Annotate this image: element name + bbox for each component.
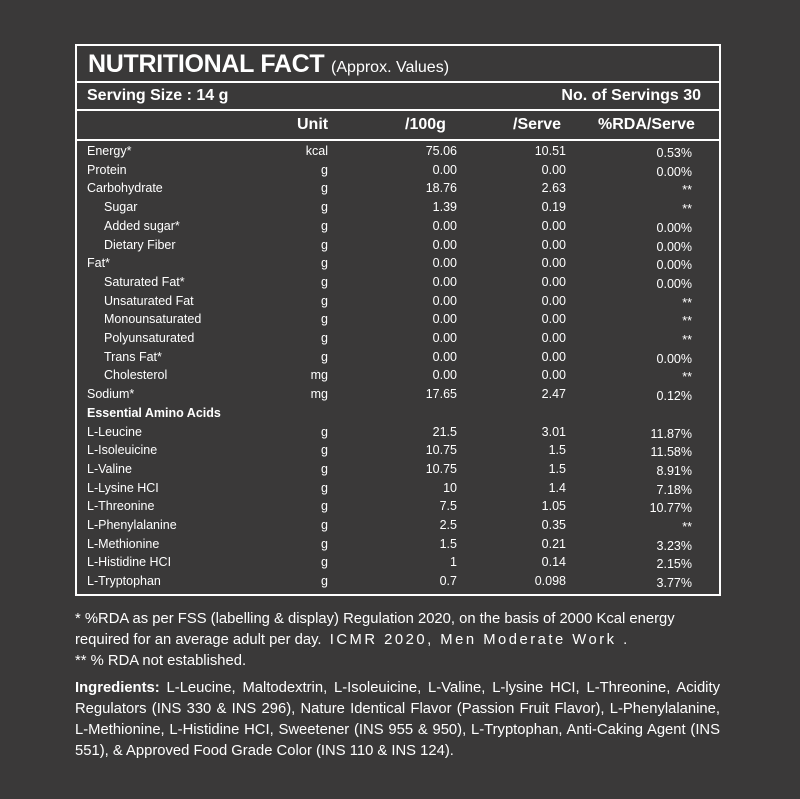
footnote-line3: ** % RDA not established. — [75, 653, 247, 669]
footnote-line1: * %RDA as per FSS (labelling & display) Regulation 2020, on the basis of 2000 Kcal energy — [75, 611, 675, 627]
row-rda: ** — [682, 183, 692, 198]
row-name: Protein — [87, 162, 127, 177]
row-perserve: 0.21 — [541, 536, 566, 551]
row-rda: 3.23% — [656, 538, 692, 553]
table-row — [77, 236, 719, 255]
row-name: Saturated Fat* — [104, 274, 185, 289]
row-rda: ** — [682, 333, 692, 347]
table-row — [77, 161, 719, 180]
row-perserve: 0.19 — [541, 200, 566, 215]
row-rda: 0.00% — [656, 258, 692, 273]
ingredients — [75, 678, 720, 762]
row-name: Dietary Fiber — [104, 237, 176, 252]
table-section-heading — [77, 404, 719, 423]
row-name: L-Methionine — [87, 536, 160, 551]
row-perserve: 1.05 — [541, 499, 566, 514]
row-rda: ** — [682, 314, 692, 329]
row-per100g: 1.39 — [432, 200, 457, 215]
row-unit: g — [321, 536, 328, 551]
row-per100g: 7.5 — [439, 499, 457, 514]
row-name: L-Valine — [87, 461, 132, 476]
row-perserve: 1.5 — [548, 461, 566, 476]
row-perserve: 2.63 — [541, 181, 566, 196]
row-name: L-Threonine — [87, 499, 155, 514]
row-per100g: 10 — [443, 480, 457, 495]
row-per100g: 18.76 — [425, 181, 457, 196]
servings-count: No. of Servings 30 — [561, 87, 701, 104]
row-unit: kcal — [305, 144, 328, 158]
row-perserve: 0.00 — [541, 368, 566, 383]
row-name: Monounsaturated — [104, 312, 202, 327]
row-name: Unsaturated Fat — [104, 293, 194, 308]
row-unit: g — [321, 331, 328, 345]
footnote-line2 — [75, 630, 725, 651]
table-row — [77, 516, 719, 535]
table-row — [77, 423, 719, 442]
header-rda: %RDA/Serve — [598, 116, 695, 133]
row-unit: mg — [310, 387, 328, 402]
row-perserve: 0.00 — [541, 256, 566, 271]
row-unit: g — [321, 349, 328, 364]
row-name: Carbohydrate — [87, 181, 163, 196]
row-perserve: 0.098 — [534, 574, 566, 589]
footnote — [75, 609, 725, 672]
row-unit: g — [321, 499, 328, 514]
row-rda: 2.15% — [656, 557, 692, 572]
row-name: Essential Amino Acids — [87, 405, 221, 420]
row-perserve: 0.14 — [541, 555, 566, 570]
table-row — [77, 479, 719, 498]
row-name: Trans Fat* — [104, 349, 162, 364]
table-row — [77, 535, 719, 554]
row-name: Added sugar* — [104, 218, 180, 233]
row-per100g: 21.5 — [432, 424, 457, 439]
row-perserve: 1.4 — [548, 480, 566, 495]
row-per100g: 2.5 — [439, 518, 457, 532]
row-unit: g — [321, 480, 328, 495]
row-per100g: 1 — [450, 555, 457, 570]
row-unit: g — [321, 237, 328, 252]
row-per100g: 1.5 — [439, 536, 457, 551]
row-unit: g — [321, 461, 328, 476]
row-per100g: 0.00 — [432, 331, 457, 345]
row-perserve: 0.00 — [541, 293, 566, 308]
table-row — [77, 179, 719, 198]
row-name: Sodium* — [87, 387, 135, 402]
row-unit: g — [321, 424, 328, 439]
row-unit: g — [321, 555, 328, 570]
row-rda: ** — [682, 370, 692, 385]
row-perserve: 0.00 — [541, 218, 566, 233]
row-unit: g — [321, 518, 328, 532]
row-name: Polyunsaturated — [104, 331, 195, 345]
row-rda: 11.87% — [650, 426, 692, 441]
row-name: L-Isoleuicine — [87, 443, 158, 458]
table-row — [77, 329, 719, 348]
row-unit: g — [321, 574, 328, 589]
row-rda: 0.00% — [656, 276, 692, 291]
table-row — [77, 273, 719, 292]
table-row — [77, 254, 719, 273]
row-name: L-Leucine — [87, 424, 142, 439]
header-perserve: /Serve — [513, 116, 562, 133]
row-unit: mg — [310, 368, 328, 383]
row-per100g: 0.00 — [432, 274, 457, 289]
row-unit: g — [321, 312, 328, 327]
page-title — [88, 50, 449, 79]
row-perserve: 10.51 — [534, 144, 566, 158]
table-row — [77, 553, 719, 572]
row-per100g: 0.00 — [432, 349, 457, 364]
serving-row — [77, 83, 719, 111]
row-perserve: 2.47 — [541, 387, 566, 402]
row-per100g: 0.00 — [432, 312, 457, 327]
table-row — [77, 366, 719, 385]
row-rda: 0.12% — [656, 389, 692, 404]
row-per100g: 17.65 — [425, 387, 457, 402]
row-rda: 11.58% — [650, 445, 692, 460]
row-perserve: 0.00 — [541, 162, 566, 177]
ingredients-label: Ingredients: — [75, 680, 160, 696]
title-subtitle: (Approx. Values) — [331, 59, 450, 76]
row-per100g: 0.00 — [432, 256, 457, 271]
table-row — [77, 497, 719, 516]
table-row — [77, 441, 719, 460]
row-unit: g — [321, 293, 328, 308]
table-row — [77, 217, 719, 236]
header-per100g: /100g — [405, 116, 446, 133]
row-name: Fat* — [87, 256, 110, 271]
row-perserve: 0.00 — [541, 237, 566, 252]
row-per100g: 0.00 — [432, 237, 457, 252]
row-name: Cholesterol — [104, 368, 168, 383]
title-text: NUTRITIONAL FACT — [88, 50, 325, 78]
ingredients-text: L-Leucine, Maltodextrin, L-Isoleuicine, L-Valine, L-lysine HCI, L-Threonine, Acidity Regulators (INS 330 & INS 296), Nature Identical Flavor (Passion Fruit Flavor), L-Phenylalanine, L-Methionine, L-Histidine HCI, Sweetener (INS 955 & 950), L-Tryptophan, Anti-Caking Agent (INS 551), & Approved Food Grade Color (INS 110 & INS 124). — [75, 680, 720, 759]
table-row — [77, 292, 719, 311]
row-perserve: 0.35 — [541, 518, 566, 532]
row-rda: 0.53% — [656, 146, 692, 160]
table-row — [77, 348, 719, 367]
row-per100g: 10.75 — [425, 461, 457, 476]
row-name: L-Lysine HCI — [87, 480, 159, 495]
row-perserve: 0.00 — [541, 331, 566, 345]
row-unit: g — [321, 218, 328, 233]
row-name: Sugar — [104, 200, 138, 215]
row-name: L-Histidine HCI — [87, 555, 172, 570]
title-row — [77, 46, 719, 83]
table-row — [77, 385, 719, 404]
row-rda: 0.00% — [656, 164, 692, 179]
row-rda: 0.00% — [656, 239, 692, 254]
row-per100g: 75.06 — [425, 144, 457, 158]
row-rda: ** — [682, 295, 692, 310]
nutrition-table — [75, 44, 721, 596]
row-rda: ** — [682, 202, 692, 217]
row-rda: 7.18% — [656, 482, 692, 497]
row-name: L-Tryptophan — [87, 574, 161, 589]
row-perserve: 0.00 — [541, 274, 566, 289]
serving-size: Serving Size : 14 g — [87, 87, 229, 104]
row-unit: g — [321, 162, 328, 177]
row-rda: 0.00% — [656, 351, 692, 366]
table-row — [77, 198, 719, 217]
row-unit: g — [321, 274, 328, 289]
row-perserve: 0.00 — [541, 349, 566, 364]
footnote-line2-text: required for an average adult per day. — [75, 632, 322, 648]
header-unit: Unit — [297, 116, 329, 133]
row-rda: 10.77% — [649, 501, 692, 516]
table-header — [77, 111, 719, 141]
table-row — [77, 310, 719, 329]
row-perserve: 3.01 — [541, 424, 566, 439]
row-perserve: 1.5 — [548, 443, 566, 458]
row-unit: g — [321, 443, 328, 458]
row-per100g: 0.7 — [439, 574, 457, 589]
row-rda: 0.00% — [656, 220, 692, 235]
row-per100g: 10.75 — [425, 443, 457, 458]
row-rda: ** — [682, 520, 692, 534]
table-row — [77, 572, 719, 591]
row-perserve: 0.00 — [541, 312, 566, 327]
row-unit: g — [321, 256, 328, 271]
footnote-icmr: ICMR 2020, Men Moderate Work . — [329, 632, 630, 648]
row-rda: 3.77% — [656, 576, 692, 591]
row-name: Energy* — [87, 144, 132, 158]
row-per100g: 0.00 — [432, 162, 457, 177]
row-per100g: 0.00 — [432, 368, 457, 383]
table-row — [77, 460, 719, 479]
table-row — [77, 142, 719, 161]
row-per100g: 0.00 — [432, 218, 457, 233]
row-per100g: 0.00 — [432, 293, 457, 308]
row-name: L-Phenylalanine — [87, 518, 177, 532]
row-unit: g — [321, 200, 328, 215]
row-rda: 8.91% — [656, 463, 692, 478]
row-unit: g — [321, 181, 328, 196]
